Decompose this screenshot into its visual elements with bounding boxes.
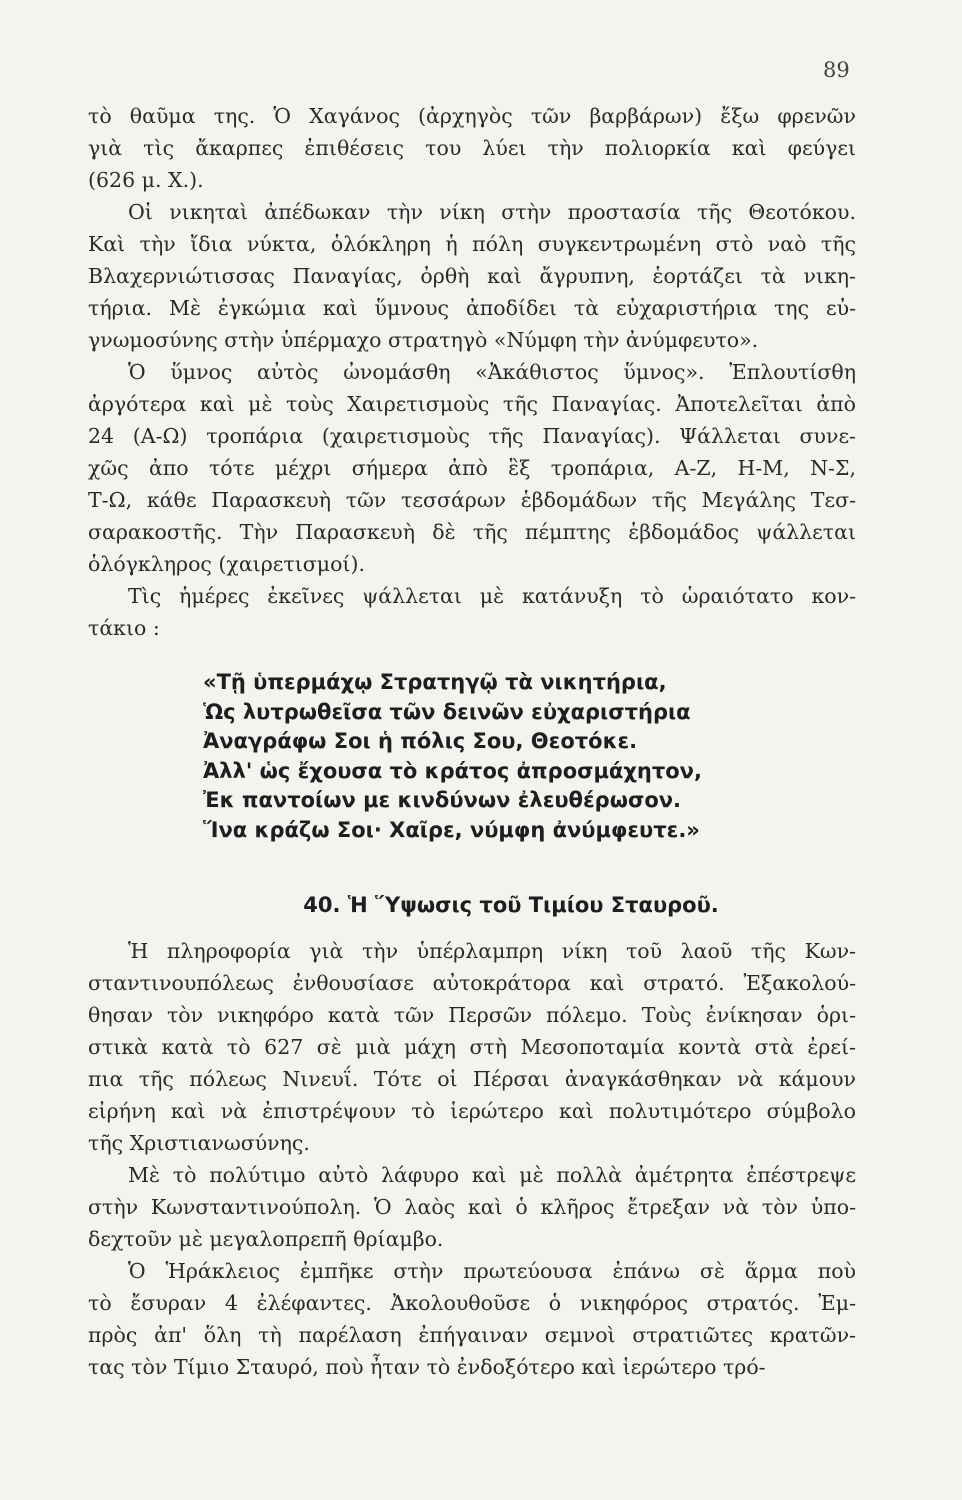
text-line: ὁλόγκληρος (χαιρετισμοί). [88,552,365,576]
text-line: τὸ ἔσυραν 4 ἐλέφαντες. Ἀκολουθοῦσε ὁ νικηφόρος στρατός. Ἐμ- [88,1291,856,1315]
text-line: Μὲ τὸ πολύτιμο αὐτὸ λάφυρο καὶ μὲ πολλὰ ἀμέτρητα ἐπέστρεψε [128,1163,856,1187]
text-line: Ἡ πληροφορία γιὰ τὴν ὑπέρλαμπρη νίκη τοῦ λαοῦ τῆς Κων- [128,939,856,963]
text-line: χῶς ἀπο τότε μέχρι σήμερα ἀπὸ ἓξ τροπάρια, Α-Ζ, Η-Μ, Ν-Σ, [88,456,856,480]
text-line: Ὁ Ἡράκλειος ἐμπῆκε στὴν πρωτεύουσα ἐπάνω σὲ ἅρμα ποὺ [128,1259,856,1283]
text-line: δεχτοῦν μὲ μεγαλοπρεπῆ θρίαμβο. [88,1227,444,1251]
text-line: τάκιο : [88,616,160,640]
text-line: (626 μ. Χ.). [88,168,204,192]
text-line: τῆς Χριστιανωσύνης. [88,1131,310,1155]
hymn-line: «Τῇ ὑπερμάχῳ Στρατηγῷ τὰ νικητήρια, [203,670,667,694]
text-line: σαρακοστῆς. Τὴν Παρασκευὴ δὲ τῆς πέμπτης ἑβδομάδος ψάλλεται [88,520,856,544]
section-heading [0,893,962,917]
text-line: τὸ θαῦμα της. Ὁ Χαγάνος (ἀρχηγὸς τῶν βαρβάρων) ἔξω φρενῶν [88,104,856,128]
text-line: στικὰ κατὰ τὸ 627 σὲ μιὰ μάχη στὴ Μεσοποταμία κοντὰ στὰ ἐρεί- [88,1035,856,1059]
hymn-line: Ἀλλ' ὡς ἔχουσα τὸ κράτος ἀπροσμάχητον, [203,758,702,783]
hymn-line: Ὡς λυτρωθεῖσα τῶν δεινῶν εὐχαριστήρια [203,699,691,724]
text-line: Τ-Ω, κάθε Παρασκευὴ τῶν τεσσάρων ἑβδομάδων τῆς Μεγάλης Τεσ- [88,488,856,512]
text-line: γνωμοσύνης στὴν ὑπέρμαχο στρατηγὸ «Νύμφη τὴν ἀνύμφευτο». [88,328,759,352]
kontakion-hymn [203,668,702,845]
hymn-line: Ἵνα κράζω Σοι· Χαῖρε, νύμφη ἀνύμφευτε.» [203,817,700,842]
body-text-top [88,100,856,644]
text-line: τας τὸν Τίμιο Σταυρό, ποὺ ἦταν τὸ ἐνδοξότερο καὶ ἱερώτερο τρό- [88,1355,766,1379]
text-line: Τὶς ἡμέρες ἐκεῖνες ψάλλεται μὲ κατάνυξη τὸ ὡραιότατο κον- [128,584,856,608]
text-line: 24 (Α-Ω) τροπάρια (χαιρετισμοὺς τῆς Παναγίας). Ψάλλεται συνε- [88,424,856,448]
text-line: Οἱ νικηταὶ ἀπέδωκαν τὴν νίκη στὴν προστασία τῆς Θεοτόκου. [128,200,856,224]
hymn-line: Ἀναγράφω Σοι ἡ πόλις Σου, Θεοτόκε. [203,729,638,753]
page-number: 89 [823,58,850,82]
text-line: Βλαχερνιώτισσας Παναγίας, ὀρθὴ καὶ ἄγρυπνη, ἑορτάζει τὰ νικη- [88,264,856,288]
text-line: πια τῆς πόλεως Νινευΐ. Τότε οἱ Πέρσαι ἀναγκάσθηκαν νὰ κάμουν [88,1067,856,1091]
text-line: τήρια. Μὲ ἐγκώμια καὶ ὕμνους ἀποδίδει τὰ εὐχαριστήρια της εὐ- [88,296,856,320]
text-line: εἰρήνη καὶ νὰ ἐπιστρέψουν τὸ ἱερώτερο καὶ πολυτιμότερο σύμβολο [88,1099,856,1123]
text-line: γιὰ τὶς ἄκαρπες ἐπιθέσεις του λύει τὴν πολιορκία καὶ φεύγει [88,136,856,160]
section-heading-text: 40. Ἡ Ὕψωσις τοῦ Τιμίου Σταυροῦ. [303,893,719,917]
text-line: θησαν τὸν νικηφόρο κατὰ τῶν Περσῶν πόλεμο. Τοὺς ἐνίκησαν ὁρι- [88,1003,856,1027]
text-line: Καὶ τὴν ἴδια νύκτα, ὁλόκληρη ἡ πόλη συγκεντρωμένη στὸ ναὸ τῆς [88,232,856,256]
hymn-line: Ἐκ παντοίων με κινδύνων ἐλευθέρωσον. [203,788,682,812]
text-line: στὴν Κωνσταντινούπολη. Ὁ λαὸς καὶ ὁ κλῆρος ἔτρεξαν νὰ τὸν ὑπο- [88,1195,856,1219]
body-text-bottom [88,935,856,1383]
text-line: Ὁ ὕμνος αὐτὸς ὠνομάσθη «Ἀκάθιστος ὕμνος». Ἐπλουτίσθη [128,360,856,384]
text-line: σταντινουπόλεως ἐνθουσίασε αὐτοκράτορα καὶ στρατό. Ἐξακολού- [88,971,856,995]
text-line: πρὸς ἀπ' ὅλη τὴ παρέλαση ἐπήγαιναν σεμνοὶ στρατιῶτες κρατῶν- [88,1323,856,1347]
text-line: ἀργότερα καὶ μὲ τοὺς Χαιρετισμοὺς τῆς Παναγίας. Ἀποτελεῖται ἀπὸ [88,392,856,416]
